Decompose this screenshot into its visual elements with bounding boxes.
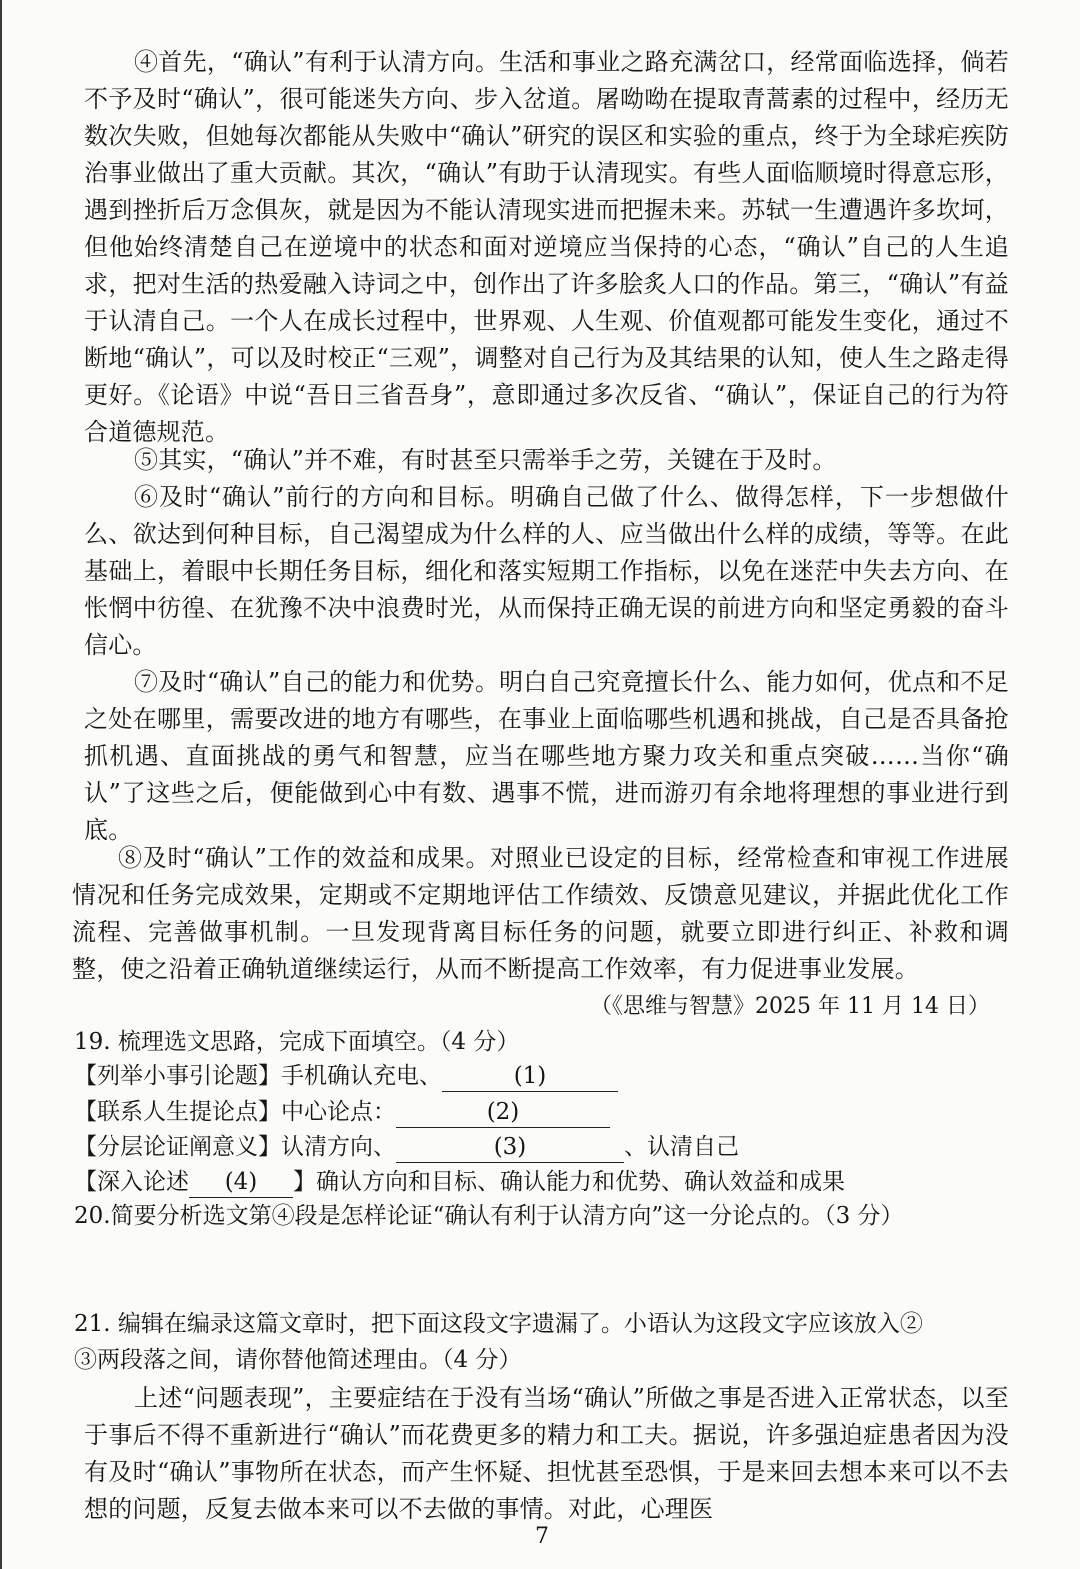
q19-row-1-label: 【列举小事引论题】手机确认充电、 (74, 1063, 442, 1089)
q19-blank-4[interactable]: (4) (189, 1167, 293, 1198)
question-21-stem (74, 1306, 1014, 1378)
q19-row-3 (74, 1129, 739, 1165)
q19-row-1 (74, 1058, 618, 1094)
q19-row-3-label: 【分层论证阐意义】认清方向、 (74, 1134, 396, 1160)
paragraph-7-text: ⑦及时“确认”自己的能力和优势。明白自己究竟擅长什么、能力如何，优点和不足之处在哪里，需要改进的地方有哪些，在事业上面临哪些机遇和挑战，自己是否具备抢抓机遇、直面挑战的勇气和智慧，应当在哪些地方聚力攻关和重点突破……当你“确认”了这些之后，便能做到心中有数、遇事不慌，进而游刃有余地将理想的事业进行到底。 (84, 668, 1009, 844)
article-source: （《思维与智慧》2025 年 11 月 14 日） (590, 994, 990, 1019)
q19-row-4 (74, 1164, 845, 1200)
paragraph-4-text: ④首先，“确认”有利于认清方向。生活和事业之路充满岔口，经常面临选择，倘若不予及时“确认”，很可能迷失方向、步入岔道。屠呦呦在提取青蒿素的过程中，经历无数次失败，但她每次都能从失败中“确认”研究的误区和实验的重点，终于为全球疟疾防治事业做出了重大贡献。其次，“确认”有助于认清现实。有些人面临顺境时得意忘形，遇到挫折后万念俱灰，就是因为不能认清现实进而把握未来。苏轼一生遭遇许多坎坷，但他始终清楚自己在逆境中的状态和面对逆境应当保持的心态，“确认”自己的人生追求，把对生活的热爱融入诗词之中，创作出了许多脍炙人口的作品。第三，“确认”有益于认清自己。一个人在成长过程中，世界观、人生观、价值观都可能发生变化，通过不断地“确认”，可以及时校正“三观”，调整对自己行为及其结果的认知，使人生之路走得更好。《论语》中说“吾日三省吾身”，意即通过多次反省、“确认”，保证自己的行为符合道德规范。 (84, 48, 1009, 446)
paragraph-6-text: ⑥及时“确认”前行的方向和目标。明确自己做了什么、做得怎样，下一步想做什么、欲达到何种目标，自己渴望成为什么样的人、应当做出什么样的成绩，等等。在此基础上，着眼中长期任务目标，细化和落实短期工作指标，以免在迷茫中失去方向、在怅惘中彷徨、在犹豫不决中浪费时光，从而保持正确无误的前进方向和坚定勇毅的奋斗信心。 (84, 483, 1009, 659)
article-paragraph-8 (72, 840, 1009, 988)
q19-row-2 (74, 1094, 610, 1130)
q19-row-4-label: 【深入论述 (74, 1169, 189, 1195)
q19-blank-2[interactable]: (2) (396, 1097, 610, 1128)
article-paragraph-5 (84, 442, 1009, 479)
q19-row-3-tail: 、认清自己 (624, 1134, 739, 1160)
question-19-stem: 19. 梳理选文思路，完成下面填空。（4 分） (74, 1029, 520, 1055)
q19-blank-1[interactable]: (1) (442, 1061, 618, 1092)
article-paragraph-4 (84, 44, 1009, 451)
q19-blank-3[interactable]: (3) (396, 1132, 624, 1163)
q19-row-4-tail: 】确认方向和目标、确认能力和优势、确认效益和成果 (293, 1169, 845, 1195)
article-paragraph-7 (84, 664, 1009, 849)
question-20-stem: 20.简要分析选文第④段是怎样论证“确认有利于认清方向”这一分论点的。（3 分） (74, 1203, 904, 1229)
question-21-stem-line-2: ③两段落之间，请你替他简述理由。（4 分） (74, 1347, 522, 1373)
question-21-stem-line-1: 21. 编辑在编录这篇文章时，把下面这段文字遗漏了。小语认为这段文字应该放入② (74, 1311, 923, 1337)
page-number: 7 (535, 1524, 549, 1549)
q19-row-2-label: 【联系人生提论点】中心论点： (74, 1099, 396, 1125)
article-paragraph-6 (84, 479, 1009, 664)
q21-passage-text: 上述“问题表现”，主要症结在于没有当场“确认”所做之事是否进入正常状态，以至于事后不得不重新进行“确认”而花费更多的精力和工夫。据说，许多强迫症患者因为没有及时“确认”事物所在状态，而产生怀疑、担忧甚至恐惧，于是来回去想本来可以不去想的问题，反复去做本来可以不去做的事情。对此，心理医 (84, 1384, 1009, 1523)
q21-passage (84, 1380, 1009, 1528)
paragraph-5-text: ⑤其实，“确认”并不难，有时甚至只需举手之劳，关键在于及时。 (134, 446, 837, 474)
paragraph-8-text: ⑧及时“确认”工作的效益和成果。对照业已设定的目标，经常检查和审视工作进展情况和任务完成效果，定期或不定期地评估工作绩效、反馈意见建议，并据此优化工作流程、完善做事机制。一旦发现背离目标任务的问题，就要立即进行纠正、补救和调整，使之沿着正确轨道继续运行，从而不断提高工作效率，有力促进事业发展。 (72, 844, 1009, 983)
